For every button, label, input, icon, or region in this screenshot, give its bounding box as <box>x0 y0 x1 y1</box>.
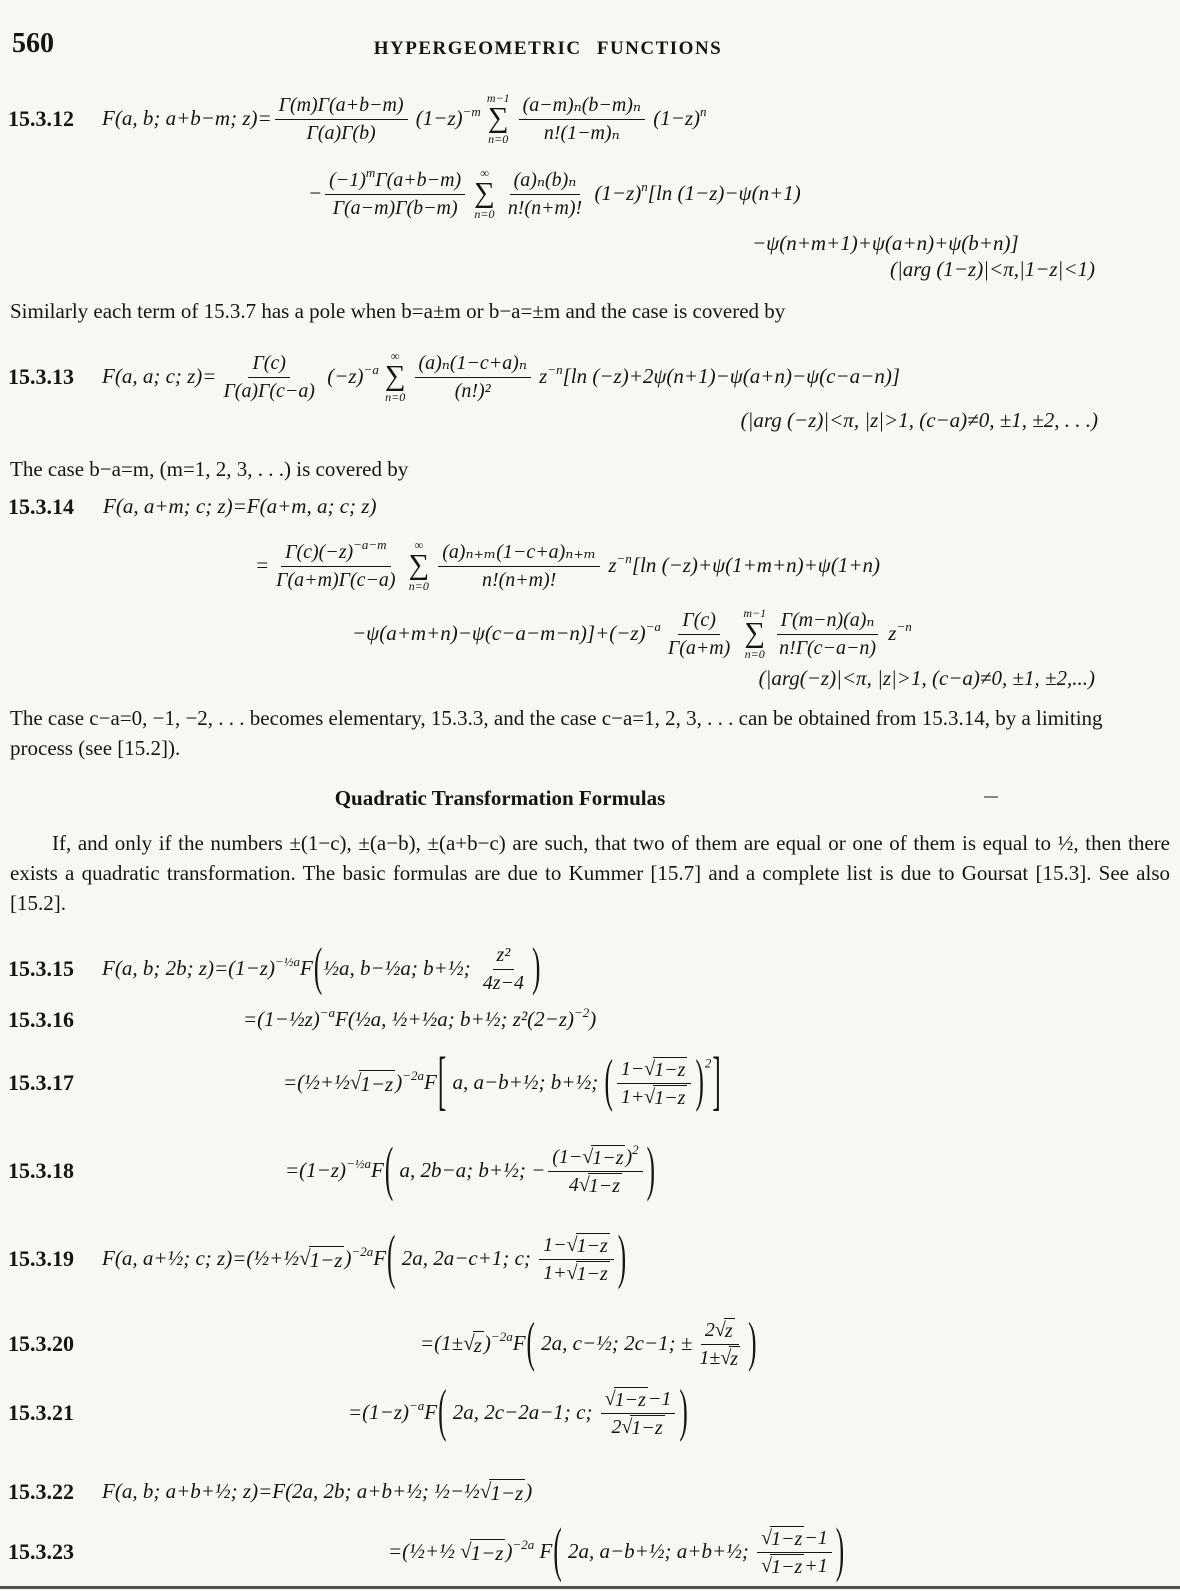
math-text: 4z−4 <box>482 971 524 994</box>
scan-bottom-edge <box>0 1586 1180 1589</box>
math-frac <box>519 93 645 146</box>
formula-15-3-12-line-3 <box>752 230 1019 258</box>
section-heading: Quadratic Transformation Formulas <box>334 786 666 810</box>
math-sum: m−1 ∑ n=0 <box>743 606 767 661</box>
eq-label-15-3-14: 15.3.14 <box>8 494 74 519</box>
math-t: Γ(a+b−m) <box>375 168 462 191</box>
formula-15-3-19 <box>102 1218 627 1300</box>
radical-icon: √ <box>578 1173 590 1196</box>
math-t: 2 <box>611 1415 622 1438</box>
math-big: ( <box>526 1314 535 1374</box>
math-t: =(1± <box>420 1331 464 1356</box>
math-big: ( <box>384 1138 394 1204</box>
math-t: F <box>371 1158 384 1183</box>
math-text: Γ(a)Γ(c−a) <box>223 379 315 402</box>
math-big: ) <box>748 1314 757 1374</box>
eq-label-15-3-23: 15.3.23 <box>8 1539 74 1564</box>
math-sqrt <box>605 1387 648 1412</box>
formula-15-3-13-line-1 <box>102 340 900 414</box>
math-t: (|arg (−z)|<π, |z|>1, (c−a)≠0, ±1, ±2, . . .) <box>740 408 1098 433</box>
math-t: =(1−z) <box>285 1158 347 1183</box>
eq-label-15-3-20: 15.3.20 <box>8 1331 74 1356</box>
math-t: 2a, c−½; 2c−1; ± <box>535 1331 693 1356</box>
math-sup: 2 <box>704 1055 712 1071</box>
math-text: Γ(a)Γ(b) <box>306 121 376 144</box>
math-t: (−1) <box>329 168 366 191</box>
radical-icon: √ <box>621 1415 633 1438</box>
math-text: n!(1−m)ₙ <box>543 121 620 144</box>
radical-icon: √ <box>644 1057 656 1080</box>
math-frac <box>617 1057 692 1110</box>
math-sum: ∞ ∑ n=0 <box>384 349 406 404</box>
math-t: F <box>373 1246 387 1271</box>
page-number: 560 <box>12 28 54 59</box>
sigma-summation-icon: ∑ <box>474 177 495 210</box>
math-t: F <box>534 1539 553 1564</box>
math-sqrt <box>299 1246 344 1272</box>
formula-15-3-17 <box>283 1042 722 1124</box>
math-text: Γ(m)Γ(a+b−m) <box>278 93 404 116</box>
math-t: (|arg (1−z)|<π,|1−z|<1) <box>889 257 1095 282</box>
math-big: ] <box>712 1047 721 1118</box>
math-t: (1−z) <box>410 106 463 131</box>
math-text: 1−z <box>470 1540 504 1565</box>
math-big: ( <box>387 1226 396 1292</box>
formula-15-3-12-line-1 <box>102 82 707 156</box>
math-sqrt <box>480 1479 525 1505</box>
math-sqrt <box>579 1173 622 1198</box>
math-sup: n <box>700 104 707 120</box>
math-sup: 2 <box>632 1141 639 1157</box>
formula-15-3-22 <box>102 1476 532 1508</box>
math-sqrt <box>715 1318 735 1343</box>
math-text: (a)ₙ₊ₘ(1−c+a)ₙ₊ₘ <box>442 540 597 563</box>
math-sup: −2a <box>490 1329 513 1345</box>
math-sup: −2a <box>512 1537 535 1553</box>
math-t: 2a, 2a−c+1; c; <box>396 1246 537 1271</box>
math-sqrt <box>567 1233 610 1258</box>
math-sup: −n <box>547 362 563 378</box>
sigma-summation-icon: ∑ <box>408 549 430 582</box>
eq-label-15-3-12: 15.3.12 <box>8 106 74 131</box>
math-sqrt <box>761 1526 804 1551</box>
math-sqrt <box>567 1261 610 1286</box>
math-text: (a)ₙ(1−c+a)ₙ <box>418 351 527 374</box>
math-t: −1 <box>647 1387 672 1410</box>
math-frac <box>504 168 586 221</box>
math-frac <box>601 1387 676 1440</box>
radical-icon: √ <box>604 1387 616 1410</box>
sigma-summation-icon: ∑ <box>744 617 766 650</box>
math-t: ) <box>625 1145 633 1168</box>
math-text: Γ(a−m)Γ(b−m) <box>332 196 458 219</box>
formula-15-3-16 <box>243 1002 596 1038</box>
math-sup: −2a <box>402 1068 424 1084</box>
math-t: ) <box>525 1479 533 1504</box>
math-t: −ψ(a+m+n)−ψ(c−a−m−n)]+(−z) <box>352 621 646 646</box>
math-text: (a)ₙ(b)ₙ <box>513 168 577 191</box>
math-text: n!Γ(c−a−n) <box>779 636 877 659</box>
math-sup: −a <box>363 362 379 378</box>
formula-15-3-14-line-2 <box>255 528 880 604</box>
math-t: −1 <box>804 1526 828 1549</box>
math-t: a, a−b+½; b+½; <box>447 1070 604 1095</box>
math-t: ) <box>344 1246 352 1271</box>
math-t: Γ(c)(−z) <box>285 540 354 563</box>
math-big: ( <box>553 1519 562 1585</box>
math-text: 1−z <box>631 1416 663 1439</box>
math-frac <box>548 1141 642 1198</box>
math-frac <box>272 536 399 593</box>
formula-15-3-13-condition <box>741 404 1098 438</box>
math-text: 1−z <box>360 1071 394 1096</box>
math-text: Γ(c) <box>252 351 286 374</box>
math-t: ) <box>505 1539 513 1564</box>
math-sup: −a <box>645 619 661 635</box>
math-t: z <box>883 621 897 646</box>
math-sqrt <box>463 1331 484 1357</box>
math-sup: −a <box>319 1005 336 1021</box>
text-paragraph-3: The case c−a=0, −1, −2, . . . becomes elementary, 15.3.3, and the case c−a=1, 2, 3, . . . can be obtained from 15.3.14, by a limiting process (see [15.2]). <box>10 706 1103 760</box>
math-sqrt <box>350 1070 395 1096</box>
math-text: 1−z <box>654 1058 686 1081</box>
text-paragraph-1: Similarly each term of 15.3.7 has a pole when b=a±m or b−a=±m and the case is covered by <box>10 299 786 323</box>
formula-15-3-14-line-3 <box>352 596 912 672</box>
formula-15-3-18 <box>285 1130 656 1212</box>
math-t: [ln (−z)+ψ(1+m+n)+ψ(1+n) <box>631 553 880 578</box>
math-text: z <box>724 1319 733 1342</box>
math-text: 1−z <box>654 1086 686 1109</box>
math-sup: −n <box>896 619 912 635</box>
math-big: ( <box>604 1051 613 1114</box>
eq-label-15-3-19: 15.3.19 <box>8 1246 74 1271</box>
math-text: n!(n+m)! <box>507 196 583 219</box>
math-sup: −½a <box>346 1156 372 1172</box>
radical-icon: √ <box>460 1539 472 1564</box>
scan-artifact-dash <box>984 796 998 798</box>
radical-icon: √ <box>582 1145 594 1168</box>
math-frac <box>438 540 600 593</box>
math-sqrt <box>761 1554 804 1579</box>
math-t: F <box>300 956 313 981</box>
math-frac <box>415 351 531 404</box>
math-big: ) <box>531 940 541 998</box>
radical-icon: √ <box>566 1261 578 1284</box>
math-text: 1−z <box>576 1234 608 1257</box>
math-text: (n!)² <box>454 379 491 402</box>
math-frac <box>539 1233 614 1286</box>
formula-15-3-12-condition <box>890 256 1095 284</box>
math-sqrt <box>582 1145 625 1170</box>
math-text: z <box>473 1332 482 1357</box>
math-sup: m <box>365 164 376 180</box>
math-frac <box>664 608 734 661</box>
math-big: ) <box>617 1226 627 1292</box>
math-sup: −n <box>616 551 632 567</box>
math-sup: −a−m <box>353 536 387 552</box>
formula-15-3-14-line-1 <box>103 492 376 522</box>
math-text: n!(n+m)! <box>481 568 557 591</box>
formula-15-3-15 <box>102 930 541 1008</box>
math-t: (1−z) <box>647 106 701 131</box>
math-frac <box>757 1526 832 1579</box>
math-text: 1−z <box>592 1146 624 1169</box>
math-t: [ln (1−z)−ψ(n+1) <box>647 181 801 206</box>
sigma-summation-icon: ∑ <box>487 102 509 135</box>
math-sqrt <box>460 1539 505 1565</box>
math-sup: −a <box>409 1398 425 1414</box>
math-t: − <box>308 181 323 206</box>
math-t: =(1−½z) <box>243 1007 320 1032</box>
radical-icon: √ <box>463 1331 475 1356</box>
math-frac <box>219 351 318 404</box>
math-t: F <box>424 1400 438 1425</box>
math-text: z <box>730 1347 739 1370</box>
math-t: F(a, a+½; c; z)=(½+½ <box>102 1246 300 1271</box>
eq-label-15-3-22: 15.3.22 <box>8 1479 74 1504</box>
math-t: (−z) <box>321 364 364 389</box>
text-paragraph-4: If, and only if the numbers ±(1−c), ±(a−b), ±(a+b−c) are such, that two of them are equal or one of them is equal to ½, then there exists a quadratic transformation. The basic formulas are due to Kummer [15.7] and a complete list is due to Goursat [15.3]. See also [15.2]. <box>10 831 1170 915</box>
math-t: =(½+½ <box>388 1539 461 1564</box>
math-text: 1−z <box>614 1388 646 1411</box>
math-t: F(a, a; c; z)= <box>102 364 217 389</box>
math-t: F(a, a+m; c; z)=F(a+m, a; c; z) <box>103 494 377 519</box>
eq-label-15-3-15: 15.3.15 <box>8 956 74 981</box>
math-frac <box>479 943 528 996</box>
math-big: ( <box>438 1381 447 1444</box>
math-t: ½a, b−½a; b+½; <box>323 956 476 981</box>
running-title: HYPERGEOMETRIC FUNCTIONS <box>373 38 723 59</box>
math-big: ( <box>313 940 323 998</box>
math-t: 1+ <box>620 1085 645 1108</box>
formula-15-3-14-condition <box>759 664 1095 694</box>
math-t: F(½a, ½+½a; b+½; z²(2−z) <box>335 1007 574 1032</box>
math-t: [ln (−z)+2ψ(n+1)−ψ(a+n)−ψ(c−a−n)] <box>562 364 900 389</box>
math-text: Γ(m−n)(a)ₙ <box>780 608 875 631</box>
eq-label-15-3-18: 15.3.18 <box>8 1158 74 1183</box>
math-frac <box>775 608 880 661</box>
formula-15-3-12-line-2 <box>308 158 801 230</box>
math-text: Γ(c) <box>682 608 716 631</box>
math-t: 1− <box>543 1233 567 1256</box>
math-t: (1−z) <box>589 181 642 206</box>
math-big: ) <box>679 1381 688 1444</box>
sigma-summation-icon: ∑ <box>384 360 406 393</box>
math-text: 1−z <box>576 1262 608 1285</box>
math-big: ) <box>695 1051 704 1114</box>
math-frac <box>275 93 408 146</box>
math-big: ) <box>646 1138 655 1204</box>
math-t: 2a, 2c−2a−1; c; <box>447 1400 598 1425</box>
math-sqrt <box>644 1085 687 1110</box>
math-t: 4 <box>568 1173 579 1196</box>
math-text: 1−z <box>309 1247 343 1272</box>
math-t: (1− <box>552 1145 583 1168</box>
math-t: =(1−z) <box>348 1400 410 1425</box>
math-t: F(a, b; a+b+½; z)=F(2a, 2b; a+b+½; ½−½ <box>102 1479 480 1504</box>
math-t: ) <box>589 1007 597 1032</box>
math-t: F <box>512 1331 526 1356</box>
math-t: F(a, b; a+b−m; z)= <box>102 106 272 131</box>
math-sqrt <box>644 1057 687 1082</box>
math-text: 1−z <box>771 1527 803 1550</box>
math-t: 2 <box>704 1318 715 1341</box>
radical-icon: √ <box>761 1526 773 1549</box>
math-sum: ∞ ∑ n=0 <box>474 166 495 221</box>
math-t: =(½+½ <box>283 1070 350 1095</box>
math-sup: n <box>641 179 648 195</box>
math-t: a, 2b−a; b+½; − <box>394 1158 546 1183</box>
radical-icon: √ <box>566 1233 578 1256</box>
math-t: (|arg(−z)|<π, |z|>1, (c−a)≠0, ±1, ±2,...) <box>758 666 1095 691</box>
math-t: = <box>255 553 270 578</box>
formula-15-3-20 <box>420 1306 757 1382</box>
math-text: Γ(a+m) <box>667 636 731 659</box>
math-t: 1− <box>620 1057 645 1080</box>
math-t: ) <box>483 1331 491 1356</box>
radical-icon: √ <box>761 1554 773 1577</box>
eq-label-15-3-17: 15.3.17 <box>8 1070 74 1095</box>
math-frac <box>695 1318 744 1371</box>
math-t: 2a, a−b+½; a+b+½; <box>562 1539 755 1564</box>
math-sum: ∞ ∑ n=0 <box>408 538 430 593</box>
math-frac <box>325 164 465 221</box>
eq-label-15-3-21: 15.3.21 <box>8 1400 74 1425</box>
eq-label-15-3-13: 15.3.13 <box>8 364 74 389</box>
math-text: z² <box>496 943 511 966</box>
math-text: 1−z <box>490 1480 524 1505</box>
eq-label-15-3-16: 15.3.16 <box>8 1007 74 1032</box>
radical-icon: √ <box>714 1318 726 1341</box>
math-text: Γ(a+m)Γ(c−a) <box>276 568 396 591</box>
formula-15-3-21 <box>348 1372 689 1454</box>
math-t: z <box>533 364 548 389</box>
math-sqrt <box>621 1415 664 1440</box>
math-text: 1−z <box>771 1555 803 1578</box>
radical-icon: √ <box>349 1070 362 1095</box>
math-sup: −2 <box>574 1005 590 1021</box>
radical-icon: √ <box>299 1246 311 1271</box>
math-text: 1−z <box>588 1174 620 1197</box>
math-t: +1 <box>804 1554 828 1577</box>
math-sqrt <box>720 1346 740 1371</box>
math-t: −ψ(n+m+1)+ψ(a+n)+ψ(b+n)] <box>752 231 1019 256</box>
math-t: F(a, b; 2b; z)=(1−z) <box>102 956 275 981</box>
math-big: [ <box>437 1047 447 1118</box>
math-t: 1± <box>699 1346 721 1369</box>
math-sup: −m <box>462 104 481 120</box>
math-sup: −2a <box>351 1244 374 1260</box>
radical-icon: √ <box>479 1479 492 1504</box>
radical-icon: √ <box>720 1346 732 1369</box>
math-big: ) <box>835 1519 845 1585</box>
radical-icon: √ <box>644 1085 656 1108</box>
math-sup: −½a <box>274 954 301 970</box>
math-sum: m−1 ∑ n=0 <box>486 91 510 146</box>
math-t: z <box>603 553 617 578</box>
math-t: 1+ <box>543 1261 567 1284</box>
math-t: F <box>424 1070 437 1095</box>
math-text: (a−m)ₙ(b−m)ₙ <box>522 93 641 116</box>
formula-15-3-23 <box>388 1512 845 1591</box>
math-t: ) <box>395 1070 403 1095</box>
text-paragraph-2: The case b−a=m, (m=1, 2, 3, . . .) is covered by <box>10 457 409 481</box>
